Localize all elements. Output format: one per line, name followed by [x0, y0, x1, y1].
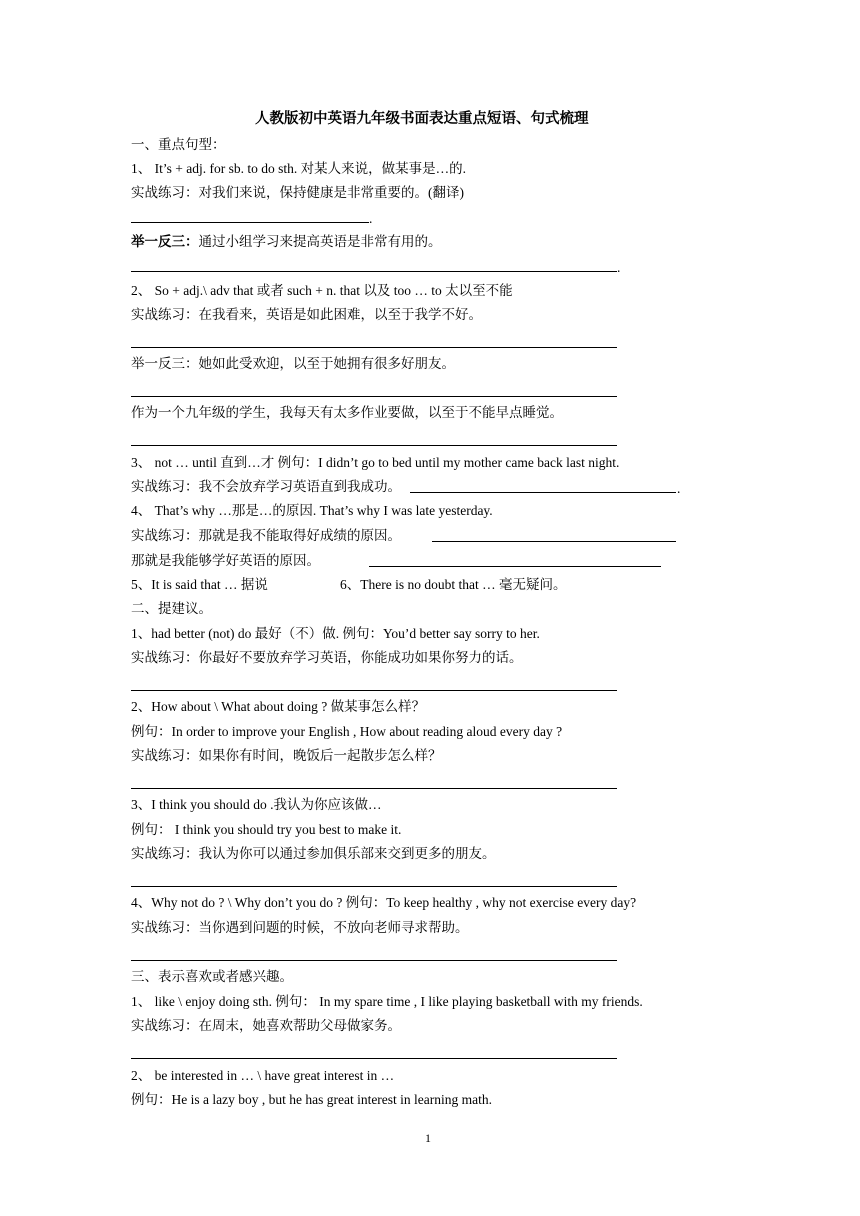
section-heading: 二、提建议。 — [131, 601, 212, 616]
blank-period: . — [677, 481, 681, 496]
answer-blank — [432, 541, 676, 542]
answer-blank — [131, 788, 617, 789]
text-line: 6、There is no doubt that … 毫无疑问。 — [340, 577, 567, 592]
text-line: 3、I think you should do .我认为你应该做… — [131, 797, 382, 812]
answer-blank — [131, 222, 369, 223]
text-line: 4、 That’s why …那是…的原因. That’s why I was late yesterday. — [131, 503, 493, 518]
answer-blank — [131, 886, 617, 887]
text-line: 实战练习：如果你有时间，晚饭后一起散步怎么样？ — [131, 748, 442, 763]
text-line: 例句： I think you should try you best to make it. — [131, 822, 402, 837]
answer-blank — [131, 347, 617, 348]
text-line: 1、 It’s + adj. for sb. to do sth. 对某人来说，做某事是…的. — [131, 161, 466, 176]
text-line: 实战练习：那就是我不能取得好成绩的原因。 — [131, 528, 401, 543]
text-line: 1、had better (not) do 最好（不）做. 例句：You’d better say sorry to her. — [131, 626, 540, 641]
text-line: 实战练习：对我们来说，保持健康是非常重要的。(翻译) — [131, 185, 464, 200]
answer-blank — [131, 1058, 617, 1059]
bold-label: 举一反三： — [131, 234, 199, 249]
blank-period: . — [369, 211, 373, 226]
text-line: 实战练习：在我看来，英语是如此困难，以至于我学不好。 — [131, 307, 482, 322]
answer-blank — [131, 396, 617, 397]
answer-blank — [131, 271, 617, 272]
text-line: 那就是我能够学好英语的原因。 — [131, 553, 320, 568]
text-line: 实战练习：当你遇到问题的时候，不放向老师寻求帮助。 — [131, 920, 469, 935]
text-line: 2、 be interested in … \ have great interest in … — [131, 1068, 395, 1083]
document-title: 人教版初中英语九年级书面表达重点短语、句式梳理 — [255, 111, 589, 127]
text-line: 实战练习：我认为你可以通过参加俱乐部来交到更多的朋友。 — [131, 846, 496, 861]
text-span: 通过小组学习来提高英语是非常有用的。 — [198, 234, 442, 249]
text-line: 1、 like \ enjoy doing sth. 例句： In my spare time , I like playing basketball with my friends. — [131, 994, 643, 1009]
answer-blank — [369, 566, 661, 567]
text-line: 3、 not … until 直到…才 例句：I didn’t go to bed until my mother came back last night. — [131, 455, 620, 470]
answer-blank — [131, 690, 617, 691]
text-line: 作为一个九年级的学生，我每天有太多作业要做，以至于不能早点睡觉。 — [131, 405, 563, 420]
section-heading: 一、重点句型： — [131, 137, 226, 152]
text-line: 实战练习：你最好不要放弃学习英语，你能成功如果你努力的话。 — [131, 650, 523, 665]
text-line: 2、 So + adj.\ adv that 或者 such + n. that 以及 too … to 太以至不能 — [131, 283, 513, 298]
section-heading: 三、表示喜欢或者感兴趣。 — [131, 969, 293, 984]
text-line: 举一反三：她如此受欢迎，以至于她拥有很多好朋友。 — [131, 356, 455, 371]
blank-period: . — [617, 260, 621, 275]
page-number: 1 — [425, 1131, 431, 1145]
text-line: 4、Why not do ? \ Why don’t you do ? 例句：To keep healthy , why not exercise every day? — [131, 895, 637, 910]
text-line: 例句：He is a lazy boy , but he has great interest in learning math. — [131, 1092, 493, 1107]
answer-blank — [131, 445, 617, 446]
text-line: 实战练习：在周末，她喜欢帮助父母做家务。 — [131, 1018, 401, 1033]
text-line: 2、How about \ What about doing ? 做某事怎么样？ — [131, 699, 426, 714]
text-line — [131, 232, 442, 252]
answer-blank — [131, 960, 617, 961]
text-line: 5、It is said that … 据说 — [131, 577, 268, 592]
answer-blank — [410, 492, 676, 493]
text-line: 例句：In order to improve your English , How about reading aloud every day ? — [131, 724, 563, 739]
text-line: 实战练习：我不会放弃学习英语直到我成功。 — [131, 479, 401, 494]
